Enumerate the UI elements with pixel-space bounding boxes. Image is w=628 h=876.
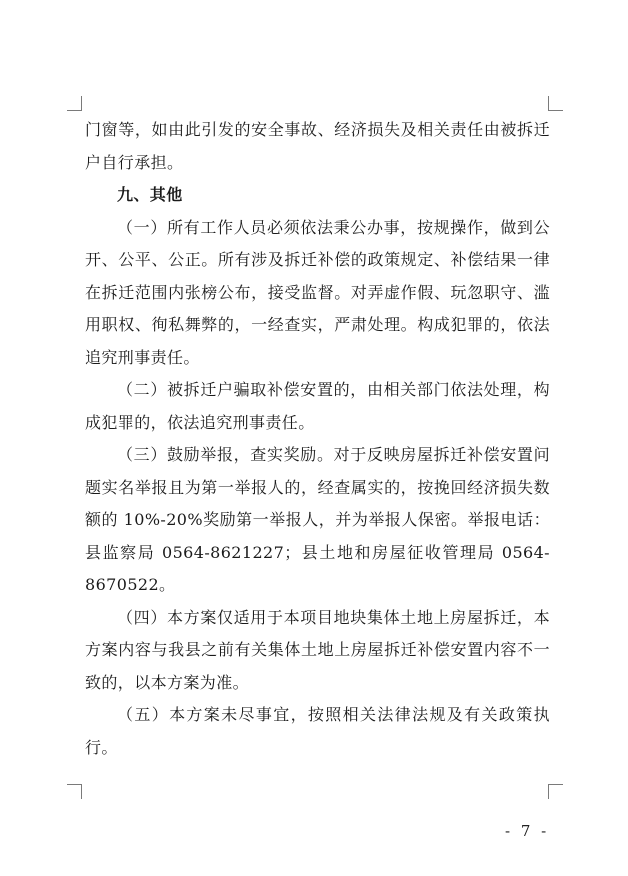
corner-mark-bottom-left <box>67 784 82 799</box>
paragraph-1: （一）所有工作人员必须依法秉公办事，按规操作，做到公开、公平、公正。所有涉及拆迁补偿的政策规定、补偿结果一律在拆迁范围内张榜公布，接受监督。对弄虚作假、玩忽职守、滥用职权、徇私舞弊的，一经查实，严肃处理。构成犯罪的，依法追究刑事责任。 <box>85 217 550 367</box>
paragraph-2: （二）被拆迁户骗取补偿安置的，由相关部门依法处理，构成犯罪的，依法追究刑事责任。 <box>85 380 550 432</box>
paragraph-5: （五）本方案未尽事宜，按照相关法律法规及有关政策执行。 <box>85 705 550 757</box>
corner-mark-bottom-right <box>548 784 563 799</box>
paragraph-3: （三）鼓励举报，查实奖励。对于反映房屋拆迁补偿安置问题实名举报且为第一举报人的，经查属实的，按挽回经济损失数额的 10%-20%奖励第一举报人，并为举报人保密。举报电话：县监察局 0564-8621227；县土地和房屋征收管理局 0564-8670522。 <box>85 445 550 594</box>
document-body <box>85 114 550 764</box>
paragraph-4: （四）本方案仅适用于本项目地块集体土地上房屋拆迁，本方案内容与我县之前有关集体土地上房屋拆迁补偿安置内容不一致的，以本方案为准。 <box>85 607 550 692</box>
continuation-paragraph: 门窗等，如由此引发的安全事故、经济损失及相关责任由被拆迁户自行承担。 <box>85 120 550 172</box>
section-heading: 九、其他 <box>117 185 183 204</box>
page-number: - 7 - <box>505 822 550 840</box>
corner-mark-top-left <box>67 96 82 111</box>
corner-mark-top-right <box>548 96 563 111</box>
